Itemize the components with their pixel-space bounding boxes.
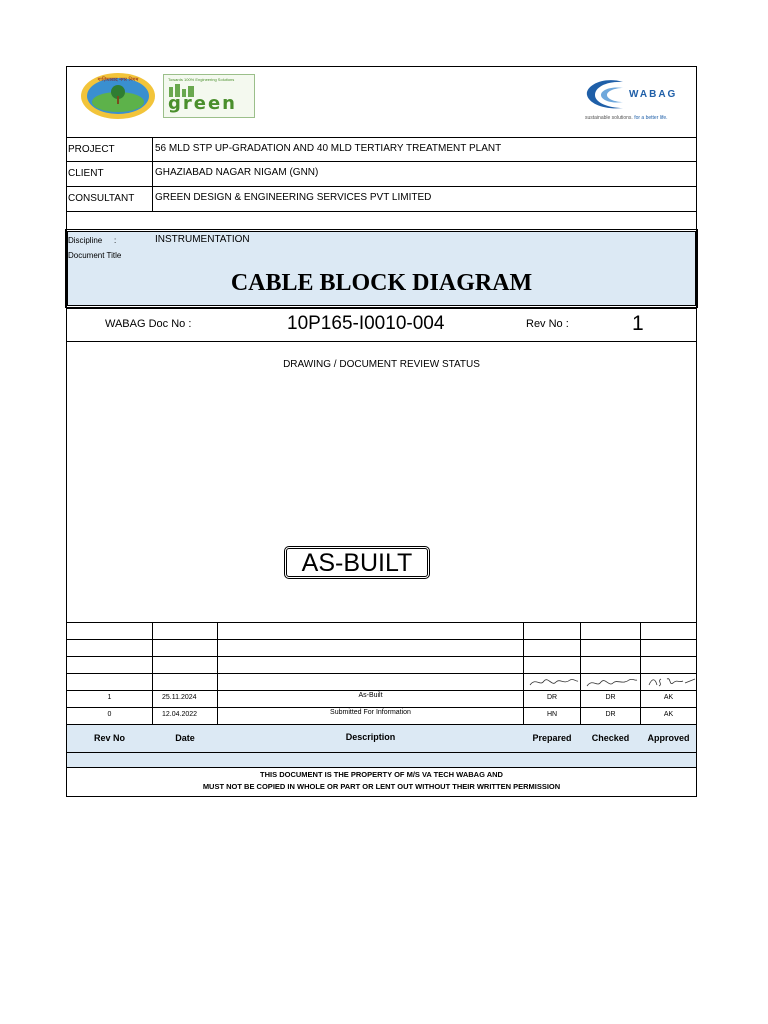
footer-line-2: MUST NOT BE COPIED IN WHOLE OR PART OR LENT OUT WITHOUT THEIR WRITTEN PERMISSION [202,782,561,791]
divider [66,161,697,162]
signature-checked-icon [583,673,639,690]
rev-number-label: Rev No : [526,318,569,330]
divider [66,229,697,230]
gnn-logo [80,72,156,120]
divider [152,137,153,211]
rev1-description: As-Built [358,692,383,699]
as-built-stamp-text: AS-BUILT [301,549,413,577]
rev0-approved: AK [663,711,674,718]
discipline-value: INSTRUMENTATION [155,234,250,245]
rev0-prepared: HN [546,711,558,718]
green-logo-tagline: Towards 100% Engineering Solutions [168,77,235,82]
document-title: CABLE BLOCK DIAGRAM [230,270,533,296]
divider [66,137,697,138]
signature-prepared-icon [526,673,580,690]
doc-number-value: 10P165-I0010-004 [287,313,445,334]
divider [66,622,697,623]
rev-spacer-row [67,753,696,767]
as-built-stamp [284,546,430,579]
client-label: CLIENT [68,168,104,179]
divider [66,186,697,187]
divider [66,211,697,212]
rev1-approved: AK [663,694,674,701]
wabag-swoosh-icon [583,78,627,112]
doc-number-label: WABAG Doc No : [105,318,192,330]
rev0-date: 12.04.2022 [162,711,198,718]
signature-approved-icon [643,673,697,690]
rev-number-value: 1 [632,312,644,335]
wabag-tagline-blue: for a better life. [634,115,668,121]
divider [66,767,697,768]
divider [66,341,697,342]
discipline-label: Discipline [68,236,103,245]
rev0-number: 0 [107,711,112,718]
rev-header-prepared: Prepared [532,733,572,743]
wabag-tagline [585,115,668,121]
consultant-value: GREEN DESIGN & ENGINEERING SERVICES PVT LIMITED [155,192,432,203]
rev-header-checked: Checked [591,733,630,743]
rev0-checked: DR [605,711,616,718]
discipline-colon: : [114,236,117,245]
rev-header-date: Date [175,733,195,743]
rev1-checked: DR [605,694,616,701]
rev-header-revno: Rev No [93,733,125,743]
project-label: PROJECT [68,144,115,155]
divider [66,656,697,657]
svg-text:गाज़ियाबाद नगर निगम: गाज़ियाबाद नगर निगम [97,77,139,83]
rev-header-approved: Approved [647,733,690,743]
client-value: GHAZIABAD NAGAR NIGAM (GNN) [155,167,319,178]
rev1-number: 1 [107,694,112,701]
wabag-tagline-plain: sustainable solutions. [585,115,633,121]
divider [66,707,697,708]
green-logo [163,74,255,118]
rev0-description: Submitted For Information [330,709,411,716]
footer-line-1: THIS DOCUMENT IS THE PROPERTY OF M/S VA TECH WABAG AND [260,770,503,779]
consultant-label: CONSULTANT [68,193,135,204]
rev1-date: 25.11.2024 [162,694,197,701]
green-logo-text: green [168,93,237,114]
divider [66,308,697,309]
rev1-prepared: DR [546,694,558,701]
rev-header-description: Description [345,732,396,742]
wabag-logo-text: WABAG [629,89,678,100]
divider [66,639,697,640]
wabag-logo [583,78,683,124]
document-title-label: Document Title [68,251,122,260]
divider [66,690,697,691]
review-status-title: DRAWING / DOCUMENT REVIEW STATUS [283,359,480,370]
project-value: 56 MLD STP UP-GRADATION AND 40 MLD TERTIARY TREATMENT PLANT [155,143,502,154]
